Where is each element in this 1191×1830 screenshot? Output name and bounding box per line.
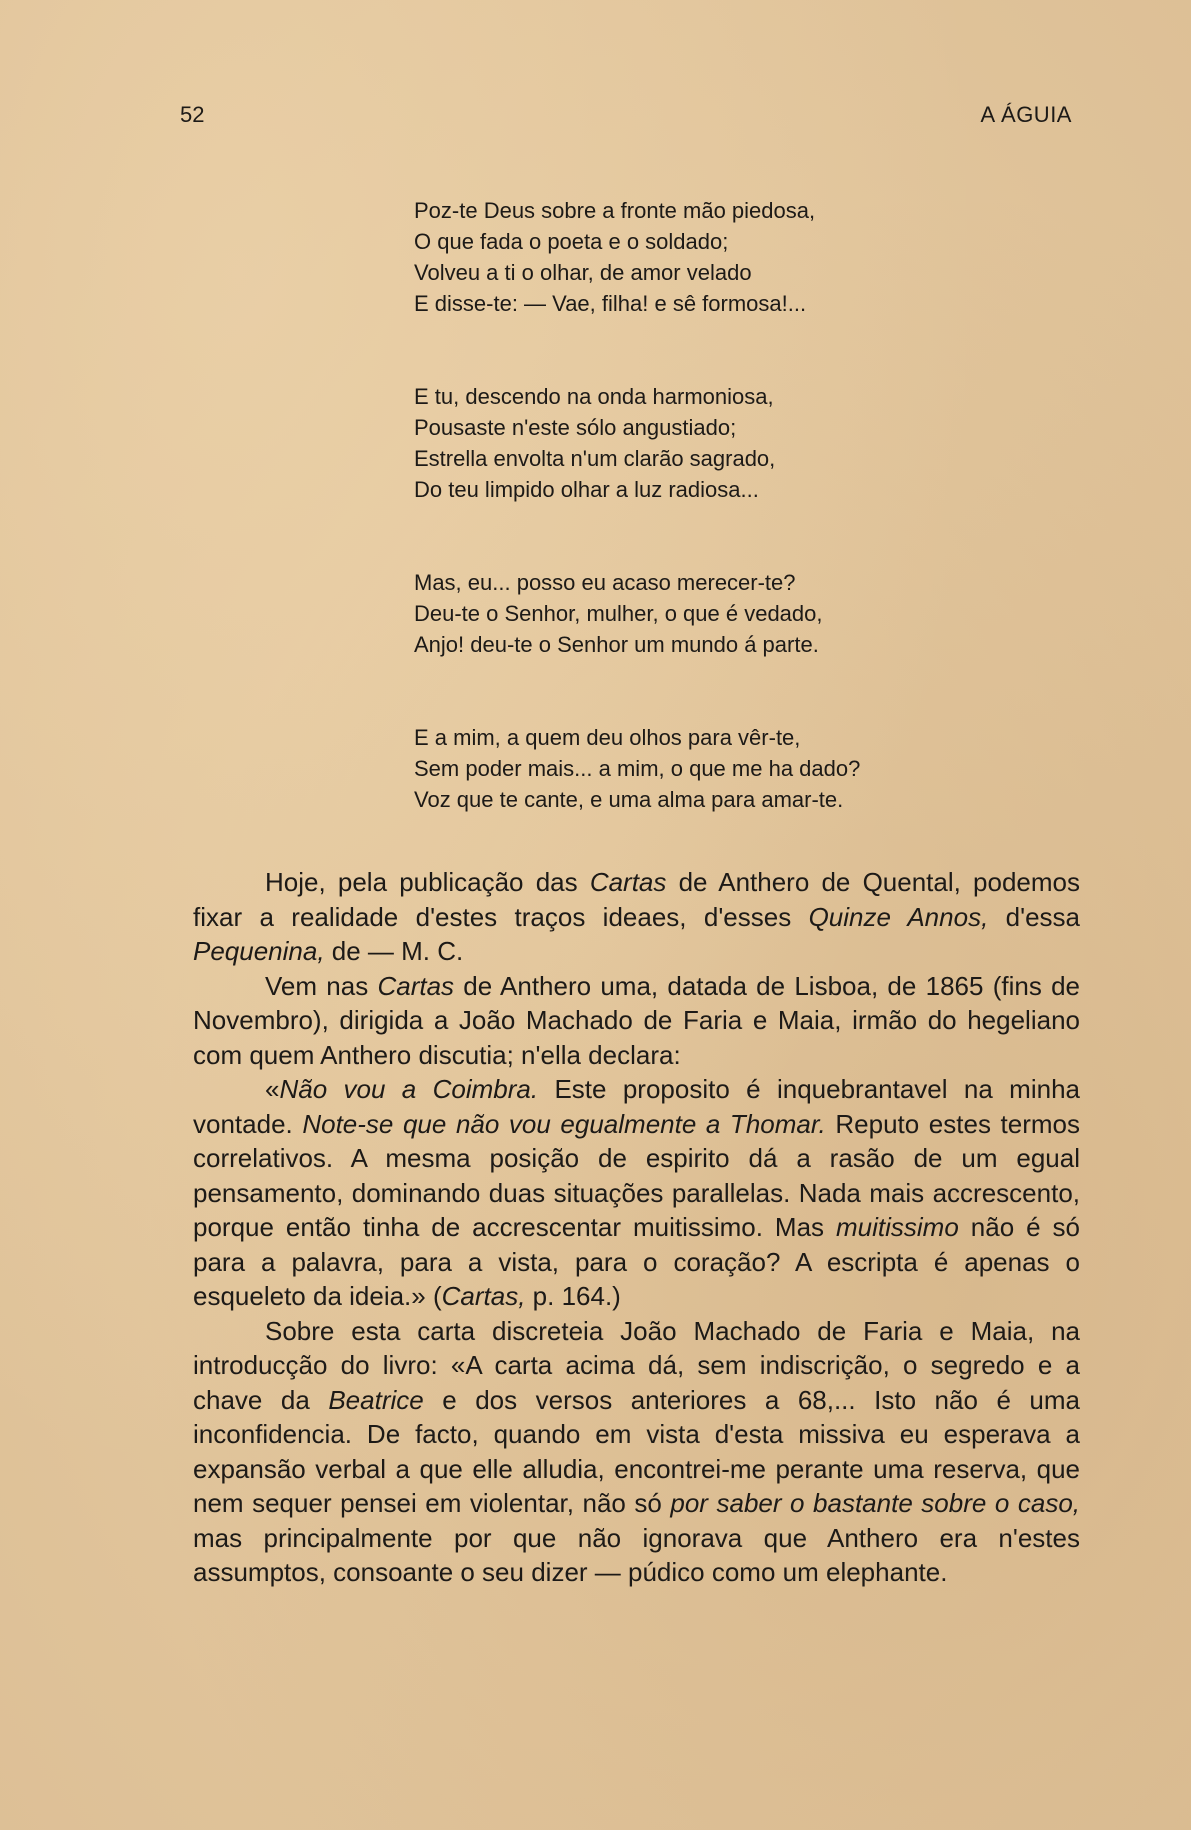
verse-line: E disse-te: — Vae, filha! e sê formosa!... [414, 291, 807, 316]
verse-line: Mas, eu... posso eu acaso merecer-te? [414, 570, 796, 595]
verse-line: Deu-te o Senhor, mulher, o que é vedado, [414, 601, 823, 626]
stanza-1 [414, 195, 974, 319]
prose-body [193, 865, 1080, 1590]
verse-line: Anjo! deu-te o Senhor um mundo á parte. [414, 632, 819, 657]
verse-line: E tu, descendo na onda harmoniosa, [414, 384, 774, 409]
text-run: e dos versos anteriores a 68,... Isto não é uma inconfidencia. De facto, quando em vista d'esta missiva eu esperava a expansão verbal a que elle alludia, encontrei-me perante uma reserva, que nem sequer pensei em violentar, não só [193, 1384, 1080, 1518]
verse-line: E a mim, a quem deu olhos para vêr-te, [414, 725, 801, 750]
italic-run: Pequenina, [193, 936, 325, 966]
text-run: p. 164.) [525, 1281, 621, 1311]
text-run: d'essa [988, 901, 1080, 932]
verse-line: Poz-te Deus sobre a fronte mão piedosa, [414, 198, 816, 223]
verse-line: Voz que te cante, e uma alma para amar-te. [414, 787, 844, 812]
paragraph-2 [193, 969, 1080, 1073]
italic-run: Cartas, [441, 1281, 526, 1311]
stanza-3 [414, 567, 974, 660]
verse-line: Sem poder mais... a mim, o que me ha dado? [414, 756, 861, 781]
text-run: de Anthero uma, datada de Lisboa, de 1865 (fins de Novembro), dirigida a João Machado de Faria e Maia, irmão do hegeliano com quem Anthero discutia; n'ella declara: [193, 970, 1080, 1070]
italic-run: Quinze Annos, [808, 901, 989, 932]
text-run: Reputo estes termos correlativos. A mesma posição de espirito dá a rasão de um egual pensamento, dominando duas situações parallelas. Nada mais accrescento, porque então tinha de accrescentar muitissimo. Mas [193, 1108, 1080, 1242]
italic-run: Cartas [377, 970, 455, 1001]
text-run: de Anthero de Quental, podemos fixar a realidade d'estes traços ideaes, d'esses [193, 867, 1080, 932]
text-run: Este proposito é inquebrantavel na minha vontade. [193, 1074, 1080, 1139]
verse-line: Do teu limpido olhar a luz radiosa... [414, 477, 759, 502]
stanza-2 [414, 381, 974, 505]
running-title: A ÁGUIA [980, 102, 1072, 127]
italic-run: Não vou a Coimbra. [279, 1074, 539, 1104]
verse-line: Estrella envolta n'um clarão sagrado, [414, 446, 776, 471]
text-run: de — M. C. [324, 936, 464, 966]
italic-run: por saber o bastante sobre o caso, [670, 1488, 1081, 1518]
paragraph-1 [193, 865, 1080, 969]
page-number: 52 [180, 102, 205, 127]
text-run: « [265, 1074, 280, 1104]
italic-run: Beatrice [328, 1384, 424, 1415]
verse-line: O que fada o poeta e o soldado; [414, 229, 729, 254]
verse-line: Pousaste n'este sólo angustiado; [414, 415, 737, 440]
text-run: Hoje, pela publicação das [265, 867, 590, 897]
text-run: Sobre esta carta discreteia João Machado de Faria e Maia, na introducção do livro: «A carta acima dá, sem indiscrição, o segredo e a chave da [193, 1315, 1080, 1415]
paragraph-4 [193, 1314, 1080, 1590]
sonnet [414, 195, 974, 815]
italic-run: muitissimo [836, 1212, 959, 1242]
italic-run: Note-se que não vou egualmente a Thomar. [302, 1108, 826, 1139]
page-header [180, 102, 1072, 132]
text-run: mas principalmente por que não ignorava que Anthero era n'estes assumptos, consoante o seu dizer — púdico como um elephante. [193, 1522, 1080, 1587]
verse-line: Volveu a ti o olhar, de amor velado [414, 260, 752, 285]
paragraph-3-quote [193, 1072, 1080, 1314]
text-run: Vem nas [265, 970, 378, 1001]
stanza-4 [414, 722, 974, 815]
italic-run: Cartas [589, 867, 667, 897]
text-run: não é só para a palavra, para a vista, para o coração? A escripta é apenas o esqueleto da ideia.» ( [193, 1212, 1080, 1311]
